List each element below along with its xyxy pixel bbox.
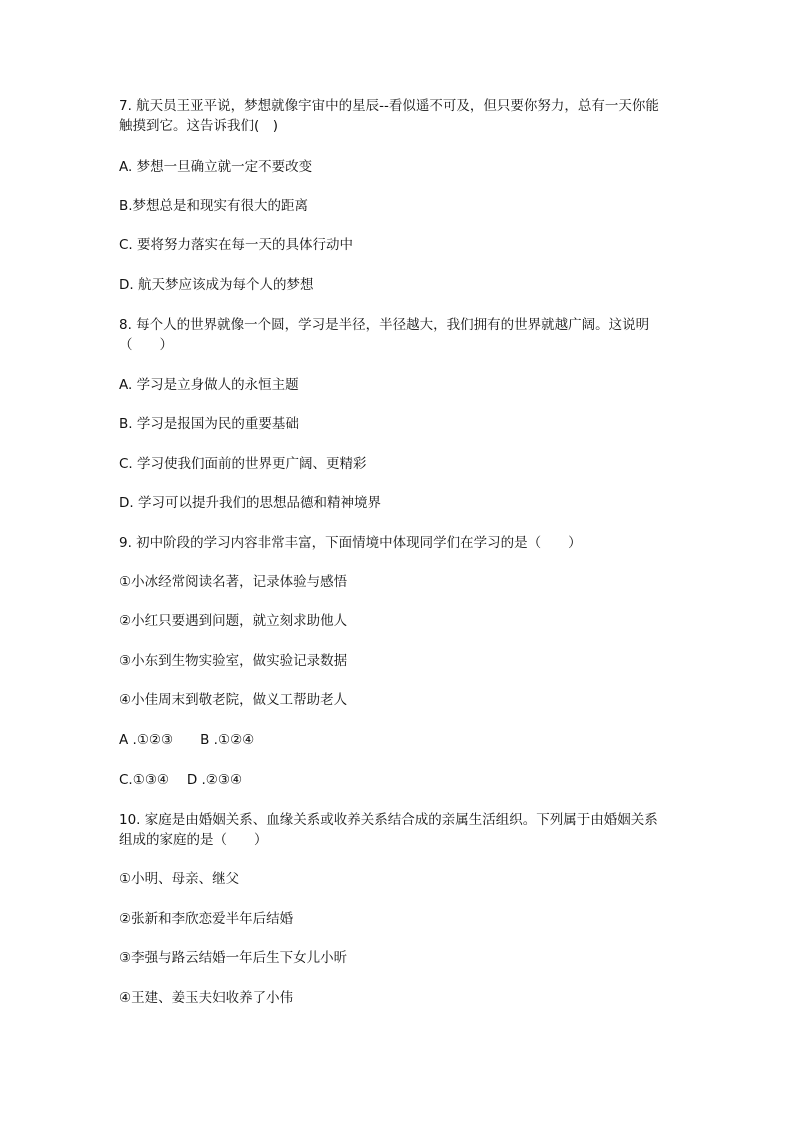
question-7-option-b: B.梦想总是和现实有很大的距离 bbox=[119, 198, 309, 214]
question-7-option-c: C. 要将努力落实在每一天的具体行动中 bbox=[119, 237, 354, 253]
question-8-option-c: C. 学习使我们面前的世界更广阔、更精彩 bbox=[119, 456, 367, 472]
question-7-stem-line-2: 触摸到它。这告诉我们( ) bbox=[119, 118, 279, 134]
question-8-option-a: A. 学习是立身做人的永恒主题 bbox=[119, 377, 299, 393]
question-8-stem-line-2: （ ） bbox=[119, 337, 173, 353]
question-10-item-1: ①小明、母亲、继父 bbox=[119, 871, 240, 887]
question-9-item-3: ③小东到生物实验室，做实验记录数据 bbox=[119, 653, 348, 669]
question-10-stem-line-2: 组成的家庭的是（ ） bbox=[119, 832, 268, 848]
question-9-item-1: ①小冰经常阅读名著，记录体验与感悟 bbox=[119, 574, 348, 590]
question-8-option-d: D. 学习可以提升我们的思想品德和精神境界 bbox=[119, 495, 381, 511]
question-10-item-3: ③李强与路云结婚一年后生下女儿小昕 bbox=[119, 950, 348, 966]
question-8-stem-line-1: 8. 每个人的世界就像一个圆，学习是半径，半径越大，我们拥有的世界就越广阔。这说明 bbox=[119, 317, 650, 333]
question-9-options-ab: A .①②③ B .①②④ bbox=[119, 732, 255, 748]
question-9-options-cd: C.①③④ D .②③④ bbox=[119, 772, 243, 788]
question-7-stem-line-1: 7. 航天员王亚平说，梦想就像宇宙中的星辰--看似遥不可及，但只要你努力，总有一天你能 bbox=[119, 98, 659, 114]
question-9-item-2: ②小红只要遇到问题，就立刻求助他人 bbox=[119, 613, 348, 629]
question-10-stem-line-1: 10. 家庭是由婚姻关系、血缘关系或收养关系结合成的亲属生活组织。下列属于由婚姻关系 bbox=[119, 812, 658, 828]
question-9-item-4: ④小佳周末到敬老院，做义工帮助老人 bbox=[119, 692, 348, 708]
question-10-item-4: ④王建、姜玉夫妇收养了小伟 bbox=[119, 990, 294, 1006]
question-7-option-a: A. 梦想一旦确立就一定不要改变 bbox=[119, 159, 313, 175]
question-10-item-2: ②张新和李欣恋爱半年后结婚 bbox=[119, 911, 294, 927]
question-7-option-d: D. 航天梦应该成为每个人的梦想 bbox=[119, 277, 314, 293]
question-9-stem: 9. 初中阶段的学习内容非常丰富，下面情境中体现同学们在学习的是（ ） bbox=[119, 535, 582, 551]
question-8-option-b: B. 学习是报国为民的重要基础 bbox=[119, 416, 299, 432]
